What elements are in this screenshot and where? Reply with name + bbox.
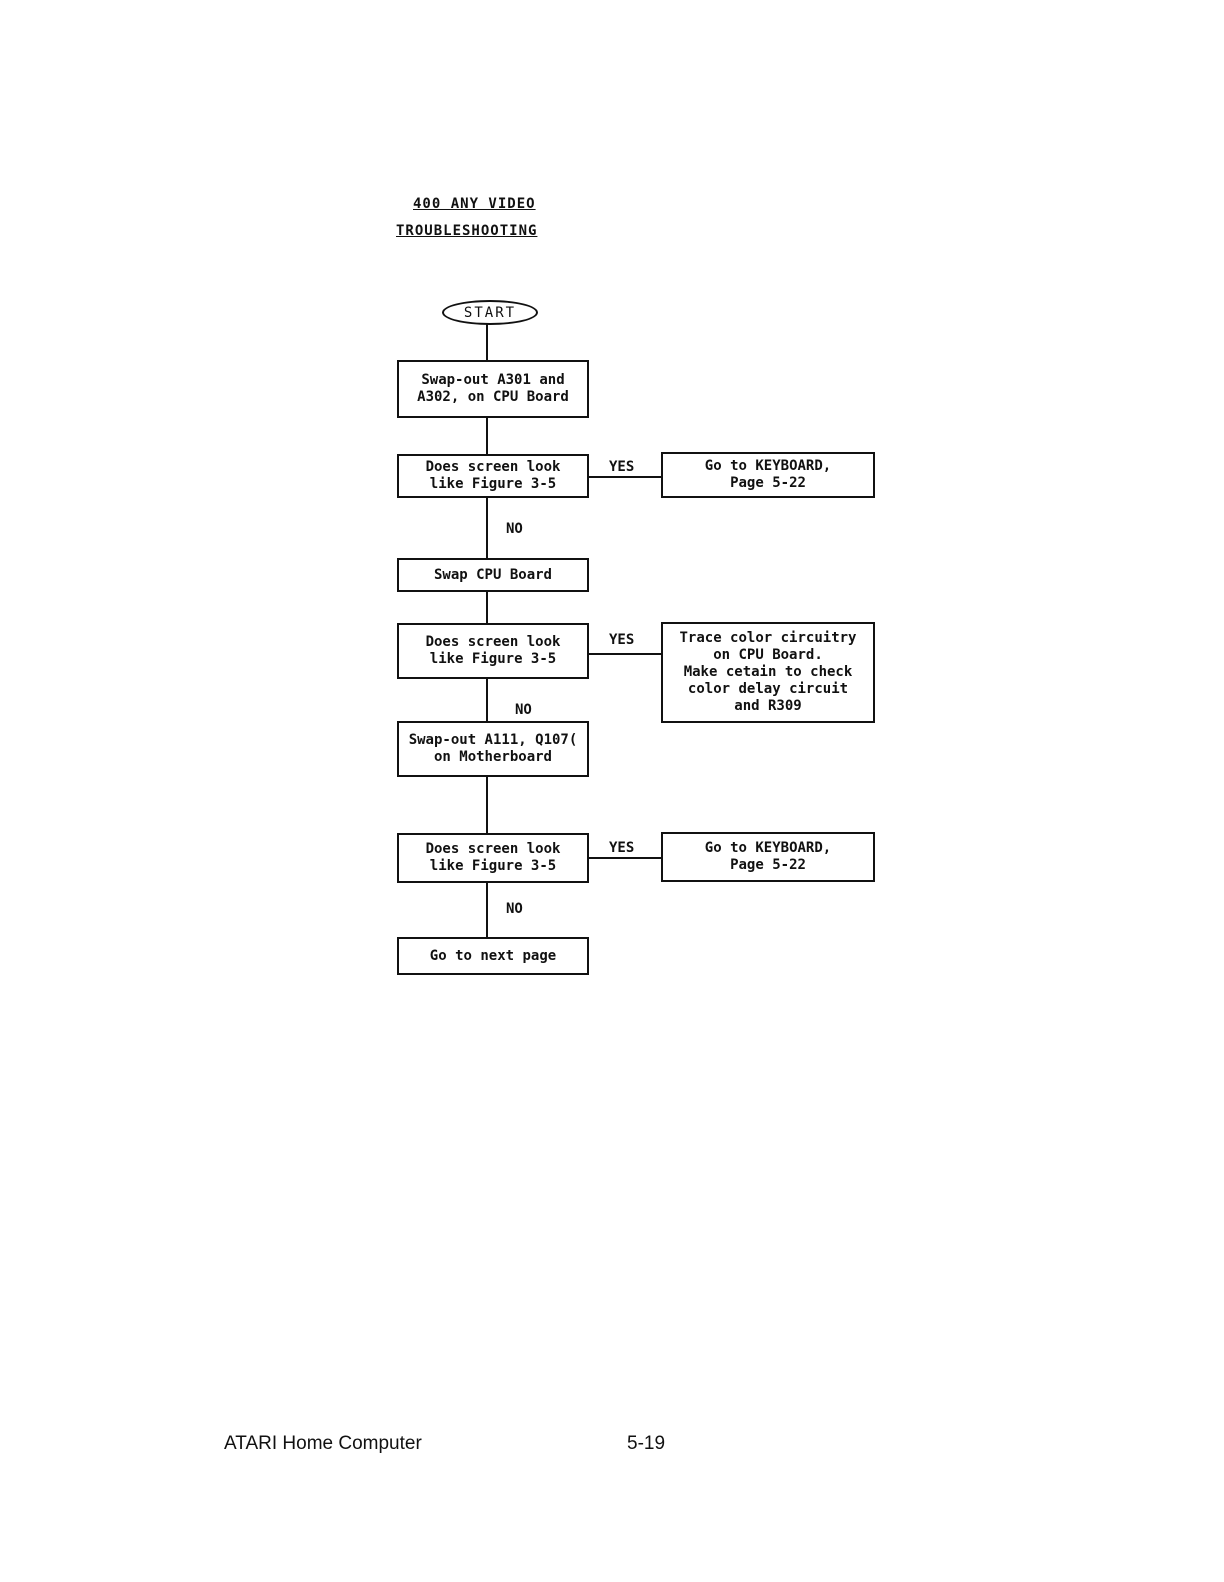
- result1-line1: Go to KEYBOARD,: [704, 458, 832, 474]
- decision3-line2: like Figure 3-5: [429, 858, 557, 874]
- decision2-line1: Does screen look: [425, 634, 561, 650]
- decision-3: [397, 833, 589, 883]
- result-goto-keyboard-1: [661, 452, 875, 498]
- result-trace-color-circuitry: [661, 622, 875, 723]
- decision3-line1: Does screen look: [425, 841, 561, 857]
- yes-label-2: YES: [609, 632, 635, 648]
- result2-line5: and R309: [734, 698, 802, 714]
- decision-1: [397, 454, 589, 498]
- footer-page-number: 5-19: [627, 1433, 666, 1454]
- decision-2: [397, 623, 589, 679]
- footer-publication: ATARI Home Computer: [224, 1433, 422, 1454]
- diagram-title-line2: TROUBLESHOOTING: [396, 223, 538, 239]
- step-swap-a301-a302: [397, 360, 589, 418]
- step1-line2: A302, on CPU Board: [417, 389, 569, 405]
- result2-line3: Make cetain to check: [683, 664, 853, 680]
- end-line: Go to next page: [429, 947, 557, 964]
- yes-label-1: YES: [609, 459, 635, 475]
- no-label-3: NO: [506, 901, 523, 917]
- yes-label-3: YES: [609, 840, 635, 856]
- decision1-line2: like Figure 3-5: [429, 476, 557, 492]
- result3-line2: Page 5-22: [730, 857, 806, 873]
- diagram-title-line1: 400 ANY VIDEO: [413, 196, 536, 212]
- no-label-2: NO: [515, 702, 532, 718]
- step1-line1: Swap-out A301 and: [421, 372, 565, 388]
- decision1-line1: Does screen look: [425, 459, 561, 475]
- step-swap-a111-q107: [397, 721, 589, 777]
- result-goto-keyboard-3: [661, 832, 875, 882]
- step3-line1: Swap-out A111, Q107(: [408, 732, 578, 748]
- result1-line2: Page 5-22: [730, 475, 806, 491]
- step3-line2: on Motherboard: [433, 749, 552, 765]
- step2-line: Swap CPU Board: [433, 566, 552, 583]
- result3-line1: Go to KEYBOARD,: [704, 840, 832, 856]
- no-label-1: NO: [506, 521, 523, 537]
- decision2-line2: like Figure 3-5: [429, 651, 557, 667]
- step-swap-cpu-board: [397, 558, 589, 592]
- result2-line2: on CPU Board.: [713, 647, 823, 663]
- result2-line4: color delay circuit: [687, 681, 849, 697]
- start-terminal: START: [442, 300, 538, 325]
- end-go-to-next-page: [397, 937, 589, 975]
- result2-line1: Trace color circuitry: [679, 630, 857, 646]
